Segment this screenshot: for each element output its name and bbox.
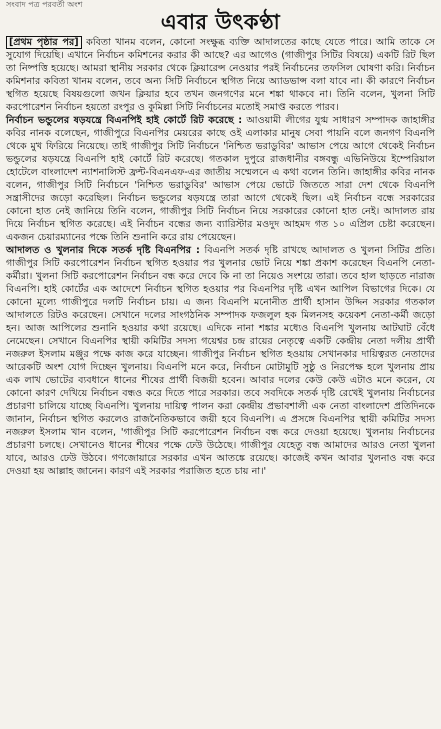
subhead-2: নির্বাচন ভন্ডুলের ষড়যন্ত্রে বিএনপিই হাই কোর্টে রিট করেছে : (6, 115, 243, 126)
paragraph-1-text: কবিতা খানম বলেন, কোনো সংক্ষুব্ধ ব্যক্তি আদালতের কাছে যেতে পারে। আমি তাকে সে সুযোগ দিয়েছি। এখানে নির্বাচন কমিশনের করার কী আছে? এর আগেও (গাজীপুর সিটির বিষয়ে) একটি রিট ছিল তা নিষ্পত্তি হয়েছে। আমরা স্থানীয় সরকার থেকে ক্লিয়ারেন্স নেওয়ার পরই নির্বাচনের তফসিল ঘোষণা করি। নির্বাচন কমিশনার কবিতা খানম বলেন, তবে অন্য সিটি নির্বাচনে স্থগিত নিয়ে অ্যাডভান্স বলা যাবে না। কী কারণে নির্বাচন স্থগিত হয়েছে বিষয়গুলো জখন ক্লিয়ার হবে তখন জনগণের মনে শঙ্কা থাকবে না। তিনি বলেন, খুলনা সিটি করপোরেশন নির্বাচন হয়তো রংপুর ও কুমিল্লা সিটি নির্বাচনের মতোই সমাপ্ত করতে পারব। (6, 37, 435, 113)
paragraph-3-text: বিএনপি সতর্ক দৃষ্টি রাখছে আদালত ও খুলনা সিটির প্রতি। গাজীপুর সিটি করপোরেশন নির্বাচন স্থগিত হওয়ার পর খুলনার ভোট নিয়ে শঙ্কা প্রকাশ করেছেন বিএনপি নেতা-কর্মীরা। খুলনা সিটি করপোরেশন নির্বাচন বন্ধ করে দেবে কি না তা নিয়েও সংশয়ে তারা। তবে হাল ছাড়তে নারাজ বিএনপি। হাই কোর্টের এক আদেশে নির্বাচন স্থগিত হওয়ার পর বিএনপির দৃষ্টি এখন আপিল বিভাগের দিকে। যে কোনো মূল্যে গাজীপুরে দলটি নির্বাচন চায়। এ জন্য বিএনপি মনোনীত প্রার্থী হাসান উদ্দিন সরকার গতকাল আদালতে রিটও করেছেন। সেখানে দলের সাংগঠনিক সম্পাদক ফজলুল হক মিলনসহ কয়েকশ নেতা-কর্মী জড়ো হন। আজ আপিলের শুনানি হওয়ার কথা রয়েছে। এদিকে নানা শঙ্কার মধ্যেও বিএনপি খুলনায় আটঘাট বেঁধে নেমেছেন। সেখানে বিএনপির স্থায়ী কমিটির সদস্য গয়েশ্বর চন্দ্র রায়ের নেতৃত্বে একটি কেন্দ্রীয় নেতা দলীয় প্রার্থী নজরুল ইসলাম মঞ্জুর পক্ষে কাজ করে যাচ্ছেন। গাজীপুর নির্বাচন স্থগিত হওয়ায় সেখানকার দায়িত্বরত নেতাদের আরেকটি অংশ যোগ দিচ্ছেন খুলনায়। বিএনপি মনে করে, নির্বাচন মোটামুটি সুষ্ঠু ও নিরপেক্ষ হলে খুলনায় প্রায় এক লাখ ভোটের ব্যবধানে ধানের শীষের প্রার্থী বিজয়ী হবেন। আবার দলের কেউ কেউ এটাও মনে করেন, যে কোনো কারণ দেখিয়ে নির্বাচন বন্ধও করে দিতে পারে সরকার। তবে সবদিকে সতর্ক দৃষ্টি রেখেই খুলনায় নির্বাচনের প্রচারণা চালিয়ে যাচ্ছে বিএনপি। খুলনায় দায়িত্ব পালন করা কেন্দ্রীয় প্রভাবশালী এক নেতা বাংলাদেশ প্রতিদিনকে জানান, নির্বাচন স্থগিত করলেও রাজনৈতিকভাবে জয়ী হবে বিএনপি। এ প্রসঙ্গে বিএনপির স্থায়ী কমিটির সদস্য নজরুল ইসলাম খান বলেন, 'গাজীপুর সিটি করপোরেশন নির্বাচন বন্ধ করে দেওয়া হয়েছে। খুলনায় নির্বাচনের প্রচারণা চলছে। সেখানেও ধানের শীষের পক্ষে ঢেউ উঠেছে। গাজীপুর যেহেতু বন্ধ আমাদের আরও নেতা খুলনা যাবে, আরও ঢেউ উঠবে। গণজোয়ারে সরকার এখন আতঙ্কে রয়েছে। কাজেই কখন আবার খুলনাও বন্ধ করে দেওয়া হয় আল্লাহ জানেন। কারণ এই সরকার পরাজিত হতে চায় না।' (6, 245, 436, 477)
continuation-tag-text: প্রথম পৃষ্ঠার পর (13, 37, 75, 48)
paragraph-2 (6, 114, 435, 244)
paragraph-2-text: আওয়ামী লীগের যুগ্ম সাধারণ সম্পাদক জাহাঙ্গীর কবির নানক বলেছেন, গাজীপুরে বিএনপির মেয়রের কাছে ওই এলাকার মানুষ সেবা পায়নি বলে জনগণ বিএনপি থেকে মুখ ফিরিয়ে নিয়েছে। তাই গাজীপুর সিটি নির্বাচনে 'নিশ্চিত ভরাডুবির' আভাস পেয়ে আগে থেকেই নির্বাচন ভন্ডুলের ষড়যন্ত্রে বিএনপি হাই কোর্টে রিট করেছে। গতকাল দুপুরে রাজধানীর বঙ্গবন্ধু এভিনিউয়ে ইম্পেরিয়াল হোটেলে বাংলাদেশ ন্যাশনালিস্ট ফ্রন্ট-বিএনএফ-এর জাতীয় সম্মেলনে এ কথা বলেন তিনি। জাহাঙ্গীর কবির নানক বলেন, গাজীপুর সিটি নির্বাচনে 'নিশ্চিত ভরাডুবির' আভাস পেয়ে ভোটে জিততে সারা দেশ থেকে বিএনপি সন্ত্রাসীদের জড়ো করেছিল। নির্বাচন ভন্ডুলের ষড়যন্ত্রে তারা আগে থেকেই ছিল। এই নির্বাচন বন্ধে সরকারের কোনো হাত নেই জানিয়ে তিনি বলেন, গাজীপুর সিটি নির্বাচন নিয়ে সরকারের কোনো হাত নেই। আদালত রায় দিয়ে নির্বাচন স্থগিত করেছে। এই নির্বাচন বন্ধের জন্য ব্যারিস্টার মওদুদ আহমদ গত ১০ এপ্রিল চেষ্টা করেছেন। একজন চেয়ারম্যানের পক্ষে তিনি শুনানি করে রায় পেয়েছেন। (6, 115, 435, 243)
subhead-3: আদালত ও খুলনার দিকে সতর্ক দৃষ্টি বিএনপির : (6, 245, 200, 256)
top-strip: সংবাদ পত্র পরবর্তী অংশ (6, 0, 83, 9)
paragraph-3 (6, 244, 435, 478)
continuation-tag: [প্রথম পৃষ্ঠার পর] (6, 36, 82, 49)
article-headline: এবার উৎকণ্ঠা (160, 9, 281, 34)
paragraph-1 (6, 36, 435, 114)
article-body (6, 36, 435, 478)
